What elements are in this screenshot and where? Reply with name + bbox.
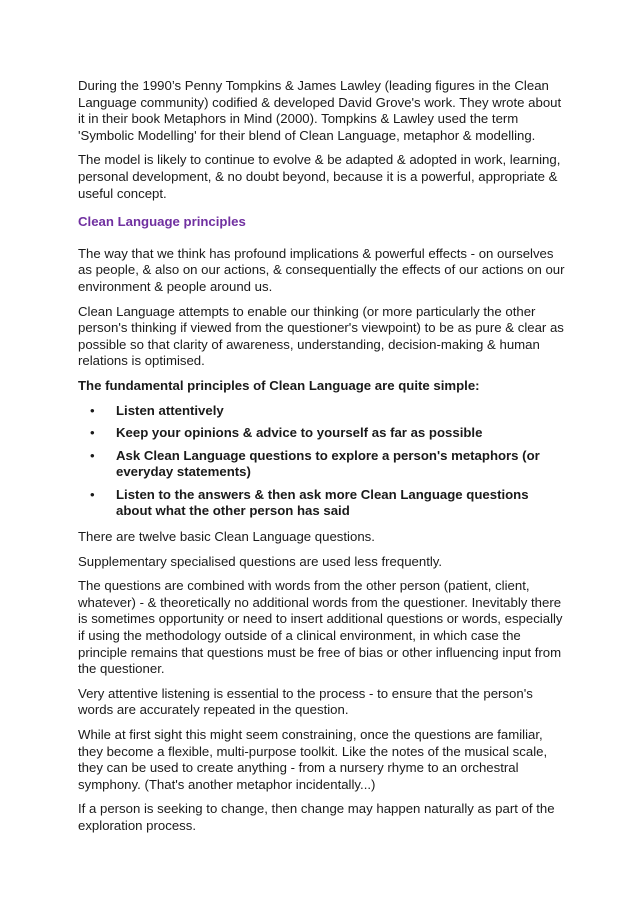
paragraph-attentive-listening: Very attentive listening is essential to the process - to ensure that the person's words are accurately repeated in the question. xyxy=(78,685,533,718)
principle-item xyxy=(78,403,566,420)
paragraph-toolkit: While at first sight this might seem constraining, once the questions are familiar, they become a flexible, multi-purpose toolkit. Like the notes of the musical scale, they can be used to create anything - from a nursery rhyme to an orchestral symphony. (That's another metaphor incidentally...) xyxy=(78,727,548,792)
principle-item xyxy=(78,487,566,520)
section-paragraph-thinking: The way that we think has profound implications & powerful effects - on ourselves as people, & also on our actions, & consequentially the effects of our actions on our environment & people around us. xyxy=(78,245,565,294)
principle-item xyxy=(78,448,566,481)
section-heading: Clean Language principles xyxy=(78,214,246,230)
paragraph-supplementary: Supplementary specialised questions are used less frequently. xyxy=(78,553,443,569)
bullet-icon: • xyxy=(90,447,95,463)
intro-paragraph-evolution: The model is likely to continue to evolve & be adapted & adopted in work, learning, personal development, & no doubt beyond, because it is a powerful, appropriate & useful concept. xyxy=(78,152,561,201)
principle-text: Listen attentively xyxy=(116,402,224,418)
bullet-icon: • xyxy=(90,425,95,441)
paragraph-twelve-questions: There are twelve basic Clean Language questions. xyxy=(78,529,375,545)
principles-list xyxy=(78,403,566,521)
intro-paragraph-history: During the 1990’s Penny Tompkins & James Lawley (leading figures in the Clean Language community) codified & developed David Grove's work. They wrote about it in their book Metaphors in Mind (2000). Tompkins & Lawley used the term 'Symbolic Modelling' for their blend of Clean Language, metaphor & modelling. xyxy=(78,78,562,143)
principle-item xyxy=(78,425,566,442)
bullet-icon: • xyxy=(90,402,95,418)
bullet-icon: • xyxy=(90,486,95,502)
principle-text: Keep your opinions & advice to yourself as far as possible xyxy=(116,425,483,441)
principle-text: Listen to the answers & then ask more Clean Language questions about what the other person has said xyxy=(116,486,529,519)
section-paragraph-purpose: Clean Language attempts to enable our thinking (or more particularly the other person's thinking if viewed from the questioner's viewpoint) to be as pure & clear as possible so that clarity of awareness, understanding, decision-making & human relations is optimised. xyxy=(78,303,564,369)
paragraph-change: If a person is seeking to change, then change may happen naturally as part of the exploration process. xyxy=(78,801,555,833)
document-page xyxy=(78,78,566,843)
principles-intro: The fundamental principles of Clean Language are quite simple: xyxy=(78,377,480,393)
paragraph-combined-words: The questions are combined with words from the other person (patient, client, whatever) - & theoretically no additional words from the questioner. Inevitably there is sometimes opportunity or need to insert additional questions or words, especially if using the methodology outside of a clinical environment, in which case the principle remains that questions must be free of bias or other influencing input from the questioner. xyxy=(78,578,563,677)
principle-text: Ask Clean Language questions to explore a person's metaphors (or everyday statements) xyxy=(116,447,540,480)
